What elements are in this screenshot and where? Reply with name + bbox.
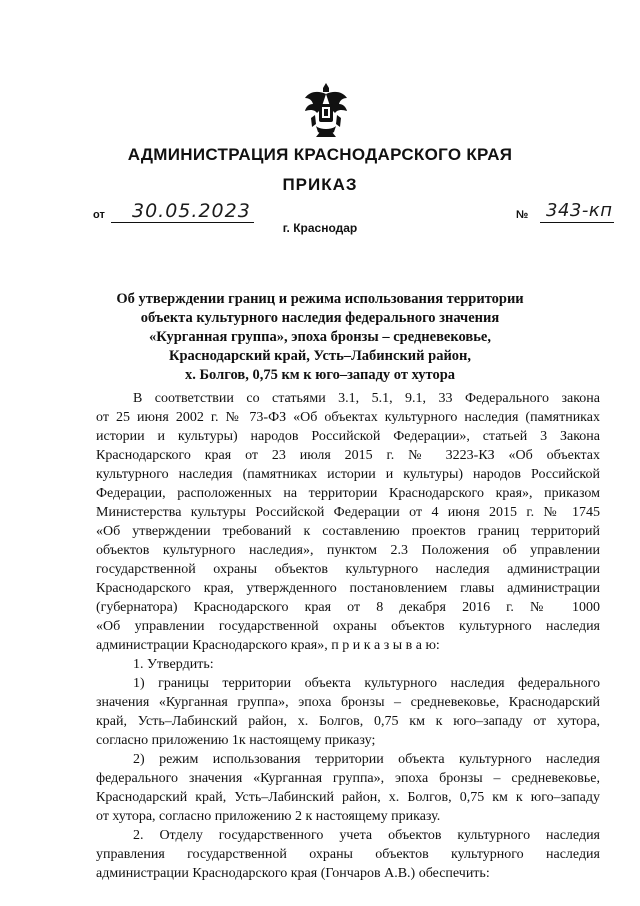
body-line: 1) границы территории объекта культурного наследия федерального — [133, 676, 600, 691]
body-line: культурного наследия (памятниках истории и культуры) народов Российской — [96, 467, 600, 482]
body-line: (губернатора) Краснодарского края от 8 декабря 2016 г. № 1000 — [96, 600, 600, 615]
body-line: 2. Отделу государственного учета объектов культурного наследия — [133, 828, 600, 843]
body-line: В соответствии со статьями 3.1, 5.1, 9.1, 33 Федерального закона — [133, 391, 600, 406]
body-line: 2) режим использования территории объекта культурного наследия — [133, 752, 600, 767]
body-line: управления государственной охраны объектов культурного наследия — [96, 847, 600, 862]
document-heading — [0, 290, 640, 385]
body-line: «Об утверждении требований к составлению проектов границ территорий — [96, 524, 600, 539]
body-line: от хутора, согласно приложению 2 к настоящему приказу. — [96, 809, 441, 824]
body-line: истории и культуры) народов Российской Федерации», статьей 3 Закона — [96, 429, 600, 444]
body-line: Краснодарского края от 23 июля 2015 г. № 3223-КЗ «Об объектах — [96, 448, 600, 463]
heading-line: Краснодарский край, Усть–Лабинский район, — [168, 348, 472, 364]
number-prefix: № — [516, 209, 529, 221]
date-prefix: от — [93, 209, 105, 221]
heading-line: объекта культурного наследия федерального значения — [140, 310, 500, 326]
city-label: г. Краснодар — [282, 221, 358, 235]
body-line: Федерации, расположенных на территории Краснодарского края», приказом — [96, 486, 600, 501]
body-line: государственной охраны объектов культурного наследия администрации — [96, 562, 600, 577]
body-line: согласно приложению 1к настоящему приказу; — [96, 733, 376, 748]
body-line: 1. Утвердить: — [133, 657, 214, 672]
body-line: объектов культурного наследия», пунктом 2.3 Положения об управлении — [96, 543, 600, 558]
coat-of-arms-emblem — [303, 82, 349, 138]
heading-line: «Курганная группа», эпоха бронзы – средневековье, — [149, 329, 491, 345]
heading-line: х. Болгов, 0,75 км к юго–западу от хутора — [184, 367, 456, 383]
body-line: Краснодарский край, Усть–Лабинский район, х. Болгов, 0,75 км к юго–западу — [96, 790, 600, 805]
body-line: Краснодарского края, утвержденного постановлением главы администрации — [96, 581, 600, 596]
body-line: «Об управлении государственной охраны объектов культурного наследия — [96, 619, 600, 634]
body-line: от 25 июня 2002 г. № 73-ФЗ «Об объектах культурного наследия (памятниках — [96, 410, 600, 425]
body-text — [96, 389, 600, 883]
body-line: край, Усть–Лабинский район, х. Болгов, 0,75 км к юго–западу от хутора, — [96, 714, 600, 729]
handwritten-date: 30.05.2023 — [132, 200, 251, 222]
body-line: Министерства культуры Российской Федерации от 4 июня 2015 г. № 1745 — [96, 505, 600, 520]
body-line: администрации Краснодарского края (Гончаров А.В.) обеспечить: — [96, 866, 490, 881]
body-line: федерального значения «Курганная группа», эпоха бронзы – средневековье, — [96, 771, 600, 786]
organization-title: АДМИНИСТРАЦИЯ КРАСНОДАРСКОГО КРАЯ — [127, 145, 513, 164]
body-line: администрации Краснодарского края», п р и к а з ы в а ю: — [96, 638, 440, 653]
handwritten-number: 343-кп — [546, 200, 613, 221]
document-type: ПРИКАЗ — [282, 175, 358, 194]
heading-line: Об утверждении границ и режима использования территории — [116, 291, 524, 307]
body-line: значения «Курганная группа», эпоха бронзы – средневековье, Краснодарский — [96, 695, 600, 710]
